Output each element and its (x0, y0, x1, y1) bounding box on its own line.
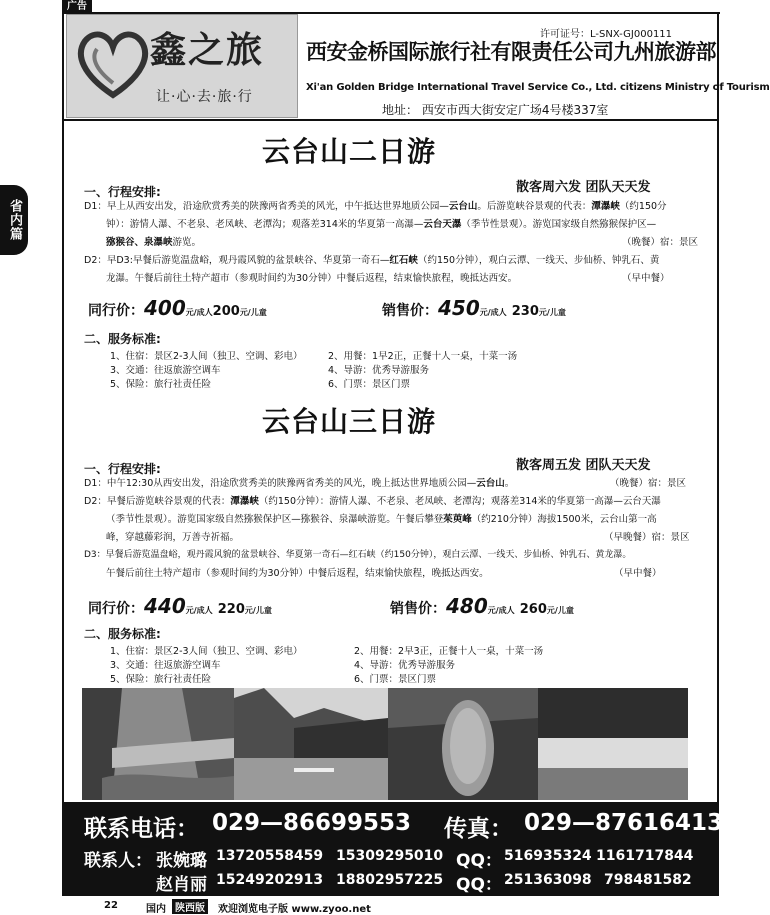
contact-phone: 15309295010 (336, 848, 444, 864)
tour1-day1-line1: D1：早上从西安出发，沿途欣赏秀美的陕豫两省秀美的风光，中午抵达世界地质公园—云台山。后游览峡谷景观的代表：潭瀑峡（约150分 (84, 201, 667, 212)
tour2-day2-meal: （早晚餐）宿：景区 (604, 532, 690, 543)
tour1-service-item: 5、保险：旅行社责任险 (110, 379, 212, 390)
company-address: 地址： 西安市西大街安定广场4号楼337室 (382, 103, 609, 117)
tour2-day2-line2: （季节性景观）。游览国家级自然猕猴保护区—猕猴谷、泉瀑峡游览。午餐后攀登茱萸峰（约210分钟）海拔1500米，云台山第一高 (106, 514, 657, 525)
fax-number: 029—87616413 (524, 810, 724, 836)
tour2-schedule: 散客周五发 团队天天发 (516, 458, 651, 473)
tour2-service-item: 1、住宿：景区2-3人间（独卫、空调、彩电） (110, 646, 303, 657)
qq-number: 251363098 (504, 872, 592, 888)
tour1-day1-line3: 猕猴谷、泉瀑峡游览。 (106, 237, 202, 248)
contact-phone: 13720558459 (216, 848, 324, 864)
contact-phone: 15249202913 (216, 872, 324, 888)
tour2-day3-meal: （早中餐） (614, 568, 662, 579)
tour1-service-heading: 二、服务标准: (84, 332, 161, 346)
page-footer (0, 898, 719, 915)
tour2-day1-meal: （晚餐）宿：景区 (610, 478, 687, 489)
tour2-service-item: 3、交通：往返旅游空调车 (110, 660, 221, 671)
contact-person-name: 赵肖丽 (156, 875, 207, 895)
canyon-walkway-photo (82, 688, 234, 800)
permit-number: 许可证号：L-SNX-GJ000111 (540, 29, 673, 40)
company-name-english: Xi'an Golden Bridge International Travel Service Co., Ltd. citizens Ministry of Tourism (306, 82, 770, 93)
tour1-day2-line2: 龙瀑。午餐后前往土特产超市（参观时间约为30分钟）中餐后返程，结束愉快旅程，晚抵达西安。 (106, 273, 518, 284)
tour1-day2-line1: D2：早D3:早餐后游览温盘峪，观丹霞风貌的盆景峡谷、华夏第一奇石—红石峡（约150分钟），观白云潭、一线天、步仙桥、钟乳石、黄 (84, 255, 660, 266)
footer-section: 国内 (146, 904, 166, 915)
tour2-service-heading: 二、服务标准: (84, 627, 161, 641)
footer-slogan: 欢迎浏览电子版 www.zyoo.net (218, 904, 371, 915)
tour2-service-item: 4、导游：优秀导游服务 (354, 660, 456, 671)
tour2-trade-price: 同行价：440元/成人 220元/儿童 (88, 594, 272, 618)
logo-wordmark: 鑫之旅 (150, 29, 265, 71)
red-stone-photo (388, 688, 538, 800)
tour2-service-item: 5、保险：旅行社责任险 (110, 674, 212, 685)
heart-logo-icon (73, 25, 153, 105)
tour1-day1-line2: 钟）：游情人瀑、不老泉、老凤峡、老潭沟；观落差314米的华夏第一高瀑—云台天瀑（季节性景观）。游览国家级自然猕猴保护区— (106, 219, 657, 230)
qq-number: 1161717844 (596, 848, 694, 864)
tour2-day3-line2: 午餐后前往土特产超市（参观时间约为30分钟）中餐后返程，结束愉快旅程，晚抵达西安。 (106, 568, 489, 579)
contact-person-name: 张婉璐 (156, 851, 207, 871)
tour2-sale-price: 销售价：480元/成人 260元/儿童 (390, 594, 574, 618)
tour2-day2-line3: 峰，穿越藤彩润，万善寺祈福。 (106, 532, 240, 543)
phone-number: 029—86699553 (212, 810, 412, 836)
tour1-service-item: 1、住宿：景区2-3人间（独卫、空调、彩电） (110, 351, 303, 362)
tour2-service-item: 6、门票：景区门票 (354, 674, 437, 685)
tour2-day1-line1: D1：中午12:30从西安出发，沿途欣赏秀美的陕豫两省秀美的风光，晚上抵达世界地质公园—云台山。 (84, 478, 515, 489)
qq-label: QQ： (456, 875, 502, 895)
qq-number: 798481582 (604, 872, 692, 888)
qq-label: QQ： (456, 851, 502, 871)
company-name: 西安金桥国际旅行社有限责任公司九州旅游部 (306, 40, 716, 64)
tour1-service-item: 4、导游：优秀导游服务 (328, 365, 430, 376)
qq-number: 516935324 (504, 848, 592, 864)
frame-right-border (717, 12, 719, 802)
phone-label: 联系电话： (84, 816, 199, 842)
tour1-title: 云台山二日游 (262, 135, 437, 168)
tour1-day2-meal: （早中餐） (622, 273, 670, 284)
fax-label: 传真： (444, 816, 513, 842)
waterfall-photo (538, 688, 688, 800)
edition-badge: 陕西版 (172, 899, 208, 914)
tour1-service-item: 6、门票：景区门票 (328, 379, 411, 390)
header-divider (64, 119, 717, 121)
tour1-itinerary-heading: 一、行程安排: (84, 185, 161, 199)
tour2-day2-line1: D2：早餐后游览峡谷景观的代表：潭瀑峡（约150分钟）：游情人瀑、不老泉、老凤峡、老潭沟；观落差314米的华夏第一高瀑—云台天瀑 (84, 496, 661, 507)
tour1-day1-meal: （晚餐）宿：景区 (622, 237, 699, 248)
frame-left-border (62, 12, 64, 802)
tour1-sale-price: 销售价：450元/成人 230元/儿童 (382, 296, 566, 320)
contact-person-label: 联系人： (84, 851, 152, 871)
contact-phone: 18802957225 (336, 872, 444, 888)
tour2-title: 云台山三日游 (262, 405, 437, 438)
tour1-service-item: 3、交通：往返旅游空调车 (110, 365, 221, 376)
lake-mountain-photo (234, 688, 388, 800)
logo-slogan: 让·心·去·旅·行 (156, 89, 253, 105)
tour2-service-item: 2、用餐：2早3正，正餐十人一桌，十菜一汤 (354, 646, 544, 657)
tour2-day3-line1: D3：早餐后游览温盘峪，观丹霞风貌的盆景峡谷、华夏第一奇石—红石峡（约150分钟），观白云潭、一线天、步仙桥、钟乳石、黄龙瀑。 (84, 550, 632, 560)
ad-tag: 广告 (62, 0, 92, 14)
tour1-service-item: 2、用餐：1早2正，正餐十人一桌，十菜一汤 (328, 351, 518, 362)
page-number: 22 (104, 900, 118, 911)
tour2-itinerary-heading: 一、行程安排: (84, 462, 161, 476)
tour1-trade-price: 同行价：400元/成人200元/儿童 (88, 296, 267, 320)
section-side-tab: 省内篇 (0, 185, 28, 255)
tour1-schedule: 散客周六发 团队天天发 (516, 180, 651, 195)
